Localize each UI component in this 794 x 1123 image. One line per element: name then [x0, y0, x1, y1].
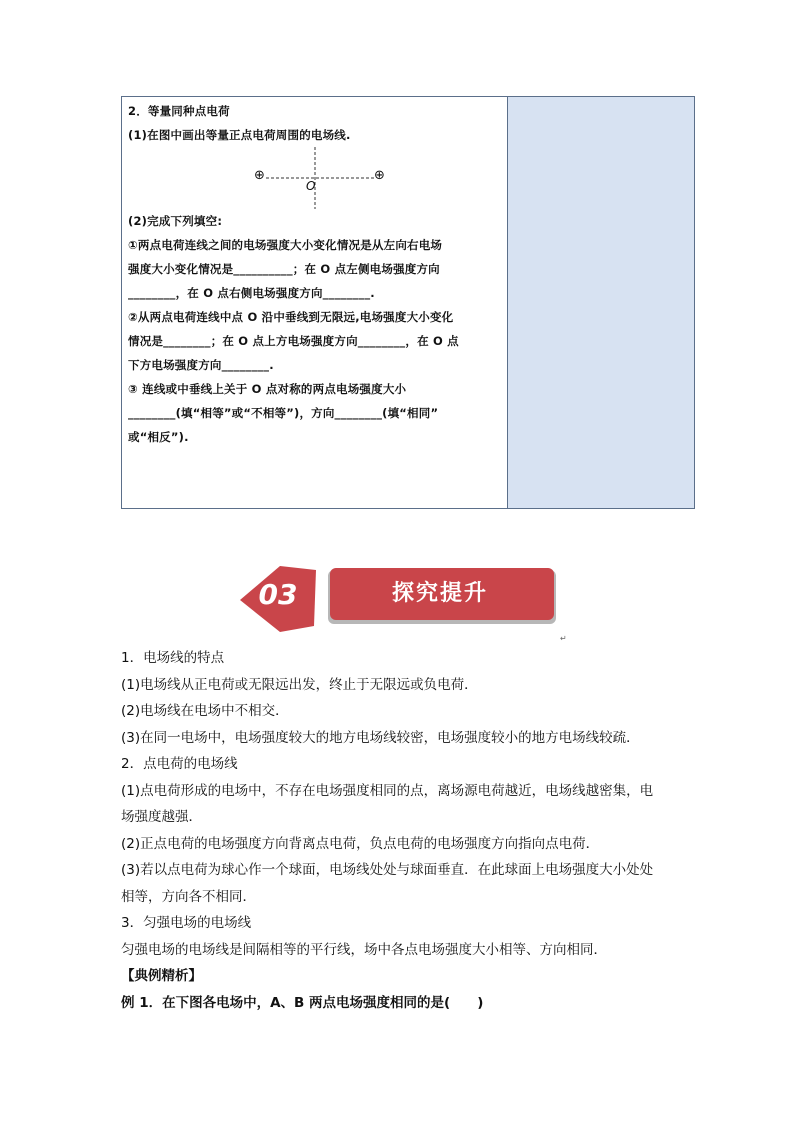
content-paragraph: 2．点电荷的电场线 — [121, 756, 238, 772]
fill-line: ②从两点电荷连线中点 O 沿中垂线到无限远,电场强度大小变化 — [128, 310, 454, 324]
notes-column — [508, 97, 694, 508]
fill-line: 下方电场强度方向________. — [128, 358, 274, 372]
example-question: 例 1．在下图各电场中，A、B 两点电场强度相同的是( ) — [121, 994, 484, 1011]
question-part-2: (2)完成下列填空: — [128, 214, 223, 228]
charge-diagram-svg — [128, 147, 500, 209]
content-paragraph: (3)在同一电场中，电场强度较大的地方电场线较密，电场强度较小的地方电场线较疏． — [121, 729, 640, 746]
fill-line: ________，在 O 点右侧电场强度方向________. — [128, 286, 375, 300]
content-paragraph: (3)若以点电荷为球心作一个球面，电场线处处与球面垂直．在此球面上电场强度大小处处 — [121, 862, 654, 878]
content-paragraph: 场强度越强． — [121, 809, 202, 825]
content-paragraph: 3．匀强电场的电场线 — [121, 915, 252, 931]
content-body — [121, 645, 681, 1016]
right-positive-charge: ⊕ — [374, 168, 385, 183]
content-paragraph: 相等，方向各不相同． — [121, 888, 256, 905]
content-paragraph: 1．电场线的特点 — [121, 650, 225, 666]
paragraph-mark: ↵ — [560, 634, 567, 643]
fill-line: ①两点电荷连线之间的电场强度大小变化情况是从左向右电场 — [128, 238, 443, 252]
content-paragraph: (1)点电荷形成的电场中，不存在电场强度相同的点，离场源电荷越近，电场线越密集，电 — [121, 782, 654, 799]
center-point-label: O — [306, 179, 316, 193]
section-title: 探究提升 — [391, 581, 488, 606]
example-heading: 【典例精析】 — [121, 968, 202, 984]
section-number: 03 — [258, 578, 298, 611]
fill-line: ________(填“相等”或“不相等”)，方向________(填“相同” — [128, 406, 439, 420]
charge-diagram — [128, 147, 501, 209]
question-heading: 2．等量同种点电荷 — [128, 104, 230, 118]
question-box — [121, 96, 695, 509]
section-badge — [236, 562, 560, 634]
content-paragraph: (2)正点电荷的电场强度方向背离点电荷，负点电荷的电场强度方向指向点电荷． — [121, 835, 600, 852]
content-paragraph: (1)电场线从正电荷或无限远出发，终止于无限远或负电荷． — [121, 676, 478, 693]
content-paragraph: 匀强电场的电场线是间隔相等的平行线，场中各点电场强度大小相等、方向相同． — [121, 941, 607, 958]
question-part-1: (1)在图中画出等量正点电荷周围的电场线. — [128, 128, 351, 142]
fill-line: 或“相反”). — [128, 430, 189, 444]
fill-line: ③ 连线或中垂线上关于 O 点对称的两点电场强度大小 — [128, 382, 407, 396]
content-paragraph: (2)电场线在电场中不相交． — [121, 703, 289, 719]
left-positive-charge: ⊕ — [254, 168, 265, 183]
question-column — [122, 97, 508, 508]
fill-line: 强度大小变化情况是__________；在 O 点左侧电场强度方向 — [128, 262, 440, 276]
fill-line: 情况是________；在 O 点上方电场强度方向________，在 O 点 — [128, 334, 459, 348]
